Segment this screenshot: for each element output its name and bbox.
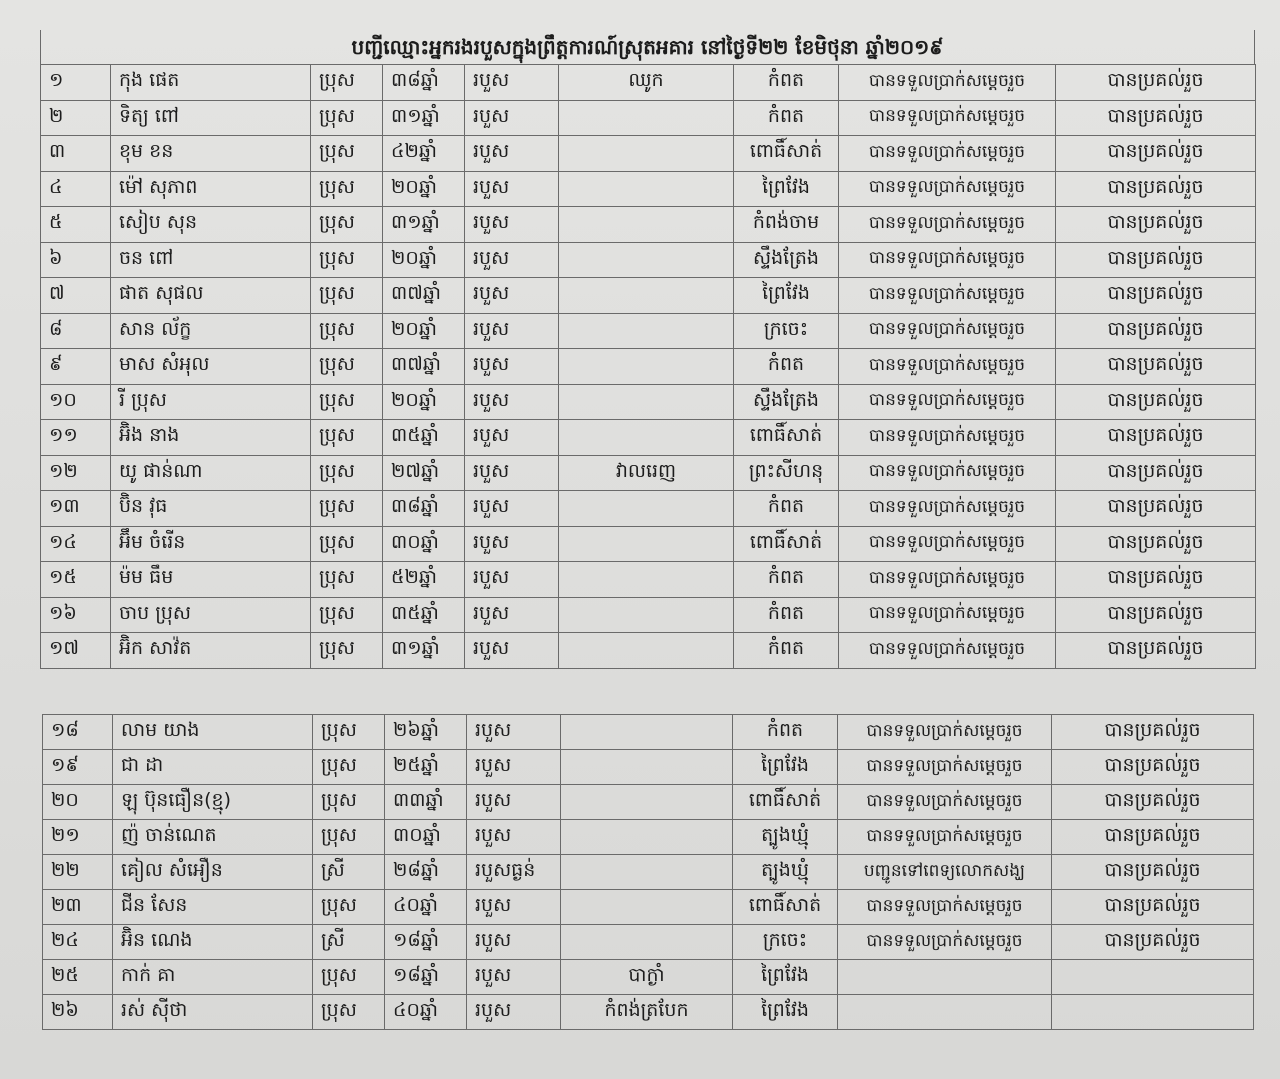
province-cell: កំពត bbox=[734, 562, 839, 598]
age-cell: ៣០ឆ្នាំ bbox=[383, 526, 465, 562]
person-name-cell: ទិត្យ ពៅ bbox=[111, 100, 311, 136]
table-row bbox=[43, 785, 1254, 820]
table-row bbox=[41, 242, 1256, 278]
injury-type-cell: របួសធ្ងន់ bbox=[467, 855, 561, 890]
row-number-cell: ១៦ bbox=[41, 597, 111, 633]
table-row bbox=[41, 633, 1256, 669]
age-cell: ៣១ឆ្នាំ bbox=[383, 207, 465, 243]
table-row bbox=[41, 420, 1256, 456]
table-row bbox=[41, 597, 1256, 633]
province-cell: ស្ទឹងត្រែង bbox=[734, 384, 839, 420]
row-number-cell: ១១ bbox=[41, 420, 111, 456]
person-name-cell: ចន ពៅ bbox=[111, 242, 311, 278]
row-number-cell: ២៦ bbox=[43, 995, 113, 1030]
handover-status-cell: បានប្រគល់រួច bbox=[1056, 207, 1256, 243]
injury-type-cell: របួស bbox=[467, 925, 561, 960]
age-cell: ២០ឆ្នាំ bbox=[383, 384, 465, 420]
province-cell: ក្រចេះ bbox=[734, 313, 839, 349]
sex-cell: ប្រុស bbox=[311, 420, 383, 456]
injury-type-cell: របួស bbox=[465, 384, 559, 420]
province-cell: កំពង់ចាម bbox=[734, 207, 839, 243]
payment-status-cell: បានទទួលប្រាក់សម្តេចរួច bbox=[839, 349, 1056, 385]
person-name-cell: ផាត សុផល bbox=[111, 278, 311, 314]
handover-status-cell: បានប្រគល់រួច bbox=[1052, 890, 1254, 925]
table-row bbox=[41, 526, 1256, 562]
injury-type-cell: របួស bbox=[467, 960, 561, 995]
village-cell bbox=[559, 384, 734, 420]
province-cell: ក្រចេះ bbox=[733, 925, 838, 960]
person-name-cell: ម៉ម ធឹម bbox=[111, 562, 311, 598]
province-cell: កំពត bbox=[734, 491, 839, 527]
sex-cell: ប្រុស bbox=[311, 65, 383, 101]
person-name-cell: ជីន សែន bbox=[113, 890, 313, 925]
row-number-cell: ៥ bbox=[41, 207, 111, 243]
province-cell: ត្បូងឃ្មុំ bbox=[733, 855, 838, 890]
village-cell bbox=[559, 278, 734, 314]
province-cell: ពោធិ៍សាត់ bbox=[733, 785, 838, 820]
age-cell: ២០ឆ្នាំ bbox=[383, 313, 465, 349]
province-cell: កំពត bbox=[733, 715, 838, 750]
village-cell: កំពង់ត្របែក bbox=[561, 995, 733, 1030]
payment-status-cell: បានទទួលប្រាក់សម្តេចរួច bbox=[839, 313, 1056, 349]
age-cell: ៣៧ឆ្នាំ bbox=[383, 278, 465, 314]
injury-type-cell: របួស bbox=[465, 420, 559, 456]
age-cell: ២០ឆ្នាំ bbox=[383, 242, 465, 278]
village-cell bbox=[559, 526, 734, 562]
sex-cell: ប្រុស bbox=[311, 207, 383, 243]
table-row bbox=[43, 820, 1254, 855]
table-row bbox=[43, 960, 1254, 995]
village-cell bbox=[561, 715, 733, 750]
village-cell bbox=[559, 136, 734, 172]
row-number-cell: ១៨ bbox=[43, 715, 113, 750]
payment-status-cell: បានទទួលប្រាក់សម្តេចរួច bbox=[839, 420, 1056, 456]
village-cell bbox=[559, 207, 734, 243]
age-cell: ១៨ឆ្នាំ bbox=[385, 925, 467, 960]
handover-status-cell bbox=[1052, 960, 1254, 995]
row-number-cell: ២២ bbox=[43, 855, 113, 890]
row-number-cell: ៩ bbox=[41, 349, 111, 385]
row-number-cell: ៧ bbox=[41, 278, 111, 314]
sex-cell: ប្រុស bbox=[311, 597, 383, 633]
age-cell: ២០ឆ្នាំ bbox=[383, 171, 465, 207]
payment-status-cell: បានទទួលប្រាក់សម្តេចរួច bbox=[839, 526, 1056, 562]
person-name-cell: អ៊ឹម ចំរើន bbox=[111, 526, 311, 562]
payment-status-cell: បានទទួលប្រាក់សម្តេចរួច bbox=[839, 491, 1056, 527]
person-name-cell: កាក់ គា bbox=[113, 960, 313, 995]
sex-cell: ប្រុស bbox=[311, 313, 383, 349]
sex-cell: ប្រុស bbox=[313, 785, 385, 820]
village-cell bbox=[561, 750, 733, 785]
age-cell: ៤០ឆ្នាំ bbox=[385, 890, 467, 925]
person-name-cell: ជា ដា bbox=[113, 750, 313, 785]
handover-status-cell: បានប្រគល់រួច bbox=[1052, 925, 1254, 960]
handover-status-cell: បានប្រគល់រួច bbox=[1052, 855, 1254, 890]
row-number-cell: ២០ bbox=[43, 785, 113, 820]
age-cell: ៣៣ឆ្នាំ bbox=[385, 785, 467, 820]
injury-type-cell: របួស bbox=[465, 526, 559, 562]
sex-cell: ប្រុស bbox=[311, 349, 383, 385]
table-row bbox=[41, 171, 1256, 207]
age-cell: ៣០ឆ្នាំ bbox=[385, 820, 467, 855]
sex-cell: ប្រុស bbox=[311, 526, 383, 562]
person-name-cell: រី ប្រុស bbox=[111, 384, 311, 420]
province-cell: ត្បូងឃ្មុំ bbox=[733, 820, 838, 855]
sex-cell: ប្រុស bbox=[311, 562, 383, 598]
payment-status-cell: បានទទួលប្រាក់សម្តេចរួច bbox=[839, 455, 1056, 491]
payment-status-cell: បានទទួលប្រាក់សម្តេចរួច bbox=[838, 715, 1052, 750]
document-title: បញ្ជីឈ្មោះអ្នករងរបួសក្នុងព្រឹត្តការណ៍ស្រុតអគារ នៅថ្ងៃទី២២ ខែមិថុនា ឆ្នាំ២០១៩ bbox=[40, 30, 1255, 64]
province-cell: កំពត bbox=[734, 100, 839, 136]
table-row bbox=[43, 855, 1254, 890]
payment-status-cell: បានទទួលប្រាក់សម្តេចរួច bbox=[838, 890, 1052, 925]
injury-type-cell: របួស bbox=[465, 313, 559, 349]
table-row bbox=[41, 455, 1256, 491]
village-cell bbox=[561, 925, 733, 960]
age-cell: ៣៨ឆ្នាំ bbox=[383, 65, 465, 101]
age-cell: ១៨ឆ្នាំ bbox=[385, 960, 467, 995]
province-cell: ស្ទឹងត្រែង bbox=[734, 242, 839, 278]
person-name-cell: ប៊ិន វុធ bbox=[111, 491, 311, 527]
person-name-cell: យូ ផាន់ណា bbox=[111, 455, 311, 491]
sex-cell: ប្រុស bbox=[311, 136, 383, 172]
age-cell: ២៧ឆ្នាំ bbox=[383, 455, 465, 491]
handover-status-cell: បានប្រគល់រួច bbox=[1056, 562, 1256, 598]
sex-cell: ប្រុស bbox=[313, 750, 385, 785]
age-cell: ២៥ឆ្នាំ bbox=[385, 750, 467, 785]
handover-status-cell: បានប្រគល់រួច bbox=[1056, 171, 1256, 207]
injury-type-cell: របួស bbox=[467, 785, 561, 820]
row-number-cell: ២ bbox=[41, 100, 111, 136]
village-cell: បាក្ងាំ bbox=[561, 960, 733, 995]
handover-status-cell: បានប្រគល់រួច bbox=[1056, 349, 1256, 385]
row-number-cell: ១៩ bbox=[43, 750, 113, 785]
table-row bbox=[43, 995, 1254, 1030]
province-cell: កំពត bbox=[734, 633, 839, 669]
row-number-cell: ១៧ bbox=[41, 633, 111, 669]
table-row bbox=[41, 100, 1256, 136]
injury-type-cell: របួស bbox=[465, 597, 559, 633]
village-cell bbox=[561, 785, 733, 820]
table-row bbox=[41, 65, 1256, 101]
row-number-cell: ៤ bbox=[41, 171, 111, 207]
payment-status-cell: បានទទួលប្រាក់សម្តេចរួច bbox=[838, 785, 1052, 820]
age-cell: ៣១ឆ្នាំ bbox=[383, 100, 465, 136]
injury-type-cell: របួស bbox=[465, 633, 559, 669]
province-cell: កំពត bbox=[734, 349, 839, 385]
payment-status-cell: បានទទួលប្រាក់សម្តេចរួច bbox=[839, 65, 1056, 101]
age-cell: ៣១ឆ្នាំ bbox=[383, 633, 465, 669]
person-name-cell: មាស សំអុល bbox=[111, 349, 311, 385]
handover-status-cell: បានប្រគល់រួច bbox=[1056, 65, 1256, 101]
province-cell: ព្រៃវែង bbox=[734, 278, 839, 314]
row-number-cell: ២៣ bbox=[43, 890, 113, 925]
person-name-cell: សាន ល័ក្ខ bbox=[111, 313, 311, 349]
person-name-cell: សៀប សុន bbox=[111, 207, 311, 243]
table-row bbox=[41, 491, 1256, 527]
handover-status-cell: បានប្រគល់រួច bbox=[1056, 100, 1256, 136]
province-cell: ព្រៃវែង bbox=[733, 750, 838, 785]
province-cell: ព្រៃវែង bbox=[734, 171, 839, 207]
injury-type-cell: របួស bbox=[465, 242, 559, 278]
table-row bbox=[41, 384, 1256, 420]
row-number-cell: ៦ bbox=[41, 242, 111, 278]
injury-type-cell: របួស bbox=[467, 820, 561, 855]
village-cell bbox=[561, 890, 733, 925]
person-name-cell: អ៊ិក សាវ៉ត bbox=[111, 633, 311, 669]
payment-status-cell: បានទទួលប្រាក់សម្តេចរួច bbox=[839, 207, 1056, 243]
province-cell: ពោធិ៍សាត់ bbox=[734, 526, 839, 562]
table-row bbox=[43, 715, 1254, 750]
table-row bbox=[43, 925, 1254, 960]
payment-status-cell: បានទទួលប្រាក់សម្តេចរួច bbox=[839, 384, 1056, 420]
age-cell: ៣៥ឆ្នាំ bbox=[383, 420, 465, 456]
sex-cell: ប្រុស bbox=[313, 995, 385, 1030]
sex-cell: ស្រី bbox=[313, 855, 385, 890]
province-cell: ពោធិ៍សាត់ bbox=[734, 420, 839, 456]
payment-status-cell: បានទទួលប្រាក់សម្តេចរួច bbox=[838, 750, 1052, 785]
table-row bbox=[43, 750, 1254, 785]
village-cell: ឈូក bbox=[559, 65, 734, 101]
age-cell: ៣៧ឆ្នាំ bbox=[383, 349, 465, 385]
province-cell: ព្រៃវែង bbox=[733, 995, 838, 1030]
injury-type-cell: របួស bbox=[465, 136, 559, 172]
province-cell: ព្រៃវែង bbox=[733, 960, 838, 995]
person-name-cell: ម៉ៅ សុភាព bbox=[111, 171, 311, 207]
injury-type-cell: របួស bbox=[467, 715, 561, 750]
payment-status-cell: បានទទួលប្រាក់សម្តេចរួច bbox=[838, 820, 1052, 855]
village-cell bbox=[559, 100, 734, 136]
row-number-cell: ២៤ bbox=[43, 925, 113, 960]
village-cell: វាលរេញ bbox=[559, 455, 734, 491]
handover-status-cell: បានប្រគល់រួច bbox=[1056, 242, 1256, 278]
village-cell bbox=[559, 562, 734, 598]
row-number-cell: ៨ bbox=[41, 313, 111, 349]
handover-status-cell: បានប្រគល់រួច bbox=[1052, 785, 1254, 820]
sex-cell: ប្រុស bbox=[311, 278, 383, 314]
row-number-cell: ១០ bbox=[41, 384, 111, 420]
person-name-cell: ចាប ប្រុស bbox=[111, 597, 311, 633]
payment-status-cell: បានទទួលប្រាក់សម្តេចរួច bbox=[839, 597, 1056, 633]
payment-status-cell bbox=[838, 960, 1052, 995]
sex-cell: ប្រុស bbox=[313, 715, 385, 750]
payment-status-cell: បានទទួលប្រាក់សម្តេចរួច bbox=[839, 171, 1056, 207]
sex-cell: ស្រី bbox=[313, 925, 385, 960]
age-cell: ២៦ឆ្នាំ bbox=[385, 715, 467, 750]
handover-status-cell: បានប្រគល់រួច bbox=[1056, 491, 1256, 527]
sex-cell: ប្រុស bbox=[311, 242, 383, 278]
injury-type-cell: របួស bbox=[465, 100, 559, 136]
injury-type-cell: របួស bbox=[465, 278, 559, 314]
age-cell: ៣៥ឆ្នាំ bbox=[383, 597, 465, 633]
row-number-cell: ២១ bbox=[43, 820, 113, 855]
handover-status-cell: បានប្រគល់រួច bbox=[1056, 278, 1256, 314]
payment-status-cell: បានទទួលប្រាក់សម្តេចរួច bbox=[839, 278, 1056, 314]
person-name-cell: លាម យាង bbox=[113, 715, 313, 750]
handover-status-cell: បានប្រគល់រួច bbox=[1056, 313, 1256, 349]
injury-type-cell: របួស bbox=[465, 65, 559, 101]
injury-type-cell: របួស bbox=[465, 455, 559, 491]
handover-status-cell: បានប្រគល់រួច bbox=[1056, 136, 1256, 172]
sex-cell: ប្រុស bbox=[313, 890, 385, 925]
age-cell: ៤២ឆ្នាំ bbox=[383, 136, 465, 172]
table-row bbox=[41, 207, 1256, 243]
injury-list-table-1 bbox=[40, 64, 1256, 669]
person-name-cell: អ៊ិង នាង bbox=[111, 420, 311, 456]
injury-type-cell: របួស bbox=[465, 349, 559, 385]
person-name-cell: អ៊ិន ណេង bbox=[113, 925, 313, 960]
payment-status-cell: បានទទួលប្រាក់សម្តេចរួច bbox=[839, 242, 1056, 278]
table-row bbox=[41, 278, 1256, 314]
table-row bbox=[41, 136, 1256, 172]
age-cell: ៥២ឆ្នាំ bbox=[383, 562, 465, 598]
handover-status-cell: បានប្រគល់រួច bbox=[1056, 384, 1256, 420]
village-cell bbox=[559, 633, 734, 669]
handover-status-cell: បានប្រគល់រួច bbox=[1056, 420, 1256, 456]
person-name-cell: រស់ ស៊ីថា bbox=[113, 995, 313, 1030]
handover-status-cell: បានប្រគល់រួច bbox=[1056, 597, 1256, 633]
table-row bbox=[41, 313, 1256, 349]
village-cell bbox=[561, 820, 733, 855]
injury-type-cell: របួស bbox=[465, 207, 559, 243]
person-name-cell: ញ៉ ចាន់ណេត bbox=[113, 820, 313, 855]
village-cell bbox=[559, 420, 734, 456]
injury-type-cell: របួស bbox=[465, 491, 559, 527]
payment-status-cell: បានទទួលប្រាក់សម្តេចរួច bbox=[838, 925, 1052, 960]
injury-type-cell: របួស bbox=[467, 995, 561, 1030]
row-number-cell: ១៤ bbox=[41, 526, 111, 562]
sex-cell: ប្រុស bbox=[311, 100, 383, 136]
sex-cell: ប្រុស bbox=[311, 171, 383, 207]
age-cell: ២៨ឆ្នាំ bbox=[385, 855, 467, 890]
sex-cell: ប្រុស bbox=[311, 455, 383, 491]
sex-cell: ប្រុស bbox=[313, 960, 385, 995]
handover-status-cell: បានប្រគល់រួច bbox=[1052, 750, 1254, 785]
injury-list-table-2 bbox=[42, 714, 1254, 1030]
row-number-cell: ២៥ bbox=[43, 960, 113, 995]
handover-status-cell: បានប្រគល់រួច bbox=[1052, 820, 1254, 855]
payment-status-cell: បានទទួលប្រាក់សម្តេចរួច bbox=[839, 136, 1056, 172]
person-name-cell: គៀល សំអឿន bbox=[113, 855, 313, 890]
sex-cell: ប្រុស bbox=[313, 820, 385, 855]
injury-type-cell: របួស bbox=[467, 750, 561, 785]
village-cell bbox=[559, 349, 734, 385]
table-row bbox=[41, 349, 1256, 385]
province-cell: ព្រះសីហនុ bbox=[734, 455, 839, 491]
injury-type-cell: របួស bbox=[465, 171, 559, 207]
village-cell bbox=[559, 171, 734, 207]
handover-status-cell: បានប្រគល់រួច bbox=[1056, 526, 1256, 562]
payment-status-cell: បញ្ជូនទៅពេទ្យលោកសង្ឃ bbox=[838, 855, 1052, 890]
payment-status-cell: បានទទួលប្រាក់សម្តេចរួច bbox=[839, 100, 1056, 136]
payment-status-cell: បានទទួលប្រាក់សម្តេចរួច bbox=[839, 562, 1056, 598]
sex-cell: ប្រុស bbox=[311, 633, 383, 669]
province-cell: កំពត bbox=[734, 65, 839, 101]
village-cell bbox=[559, 491, 734, 527]
village-cell bbox=[559, 313, 734, 349]
handover-status-cell: បានប្រគល់រួច bbox=[1056, 455, 1256, 491]
province-cell: កំពត bbox=[734, 597, 839, 633]
province-cell: ពោធិ៍សាត់ bbox=[733, 890, 838, 925]
sex-cell: ប្រុស bbox=[311, 491, 383, 527]
injury-type-cell: របួស bbox=[465, 562, 559, 598]
payment-status-cell bbox=[838, 995, 1052, 1030]
handover-status-cell bbox=[1052, 995, 1254, 1030]
handover-status-cell: បានប្រគល់រួច bbox=[1052, 715, 1254, 750]
row-number-cell: ១ bbox=[41, 65, 111, 101]
village-cell bbox=[559, 242, 734, 278]
table-row bbox=[41, 562, 1256, 598]
row-number-cell: ១២ bbox=[41, 455, 111, 491]
age-cell: ៤០ឆ្នាំ bbox=[385, 995, 467, 1030]
row-number-cell: ១៥ bbox=[41, 562, 111, 598]
handover-status-cell: បានប្រគល់រួច bbox=[1056, 633, 1256, 669]
province-cell: ពោធិ៍សាត់ bbox=[734, 136, 839, 172]
person-name-cell: កុង ផេត bbox=[111, 65, 311, 101]
sex-cell: ប្រុស bbox=[311, 384, 383, 420]
row-number-cell: ១៣ bbox=[41, 491, 111, 527]
person-name-cell: ឡុ ប៊ុនធឿន(ខ្មុ) bbox=[113, 785, 313, 820]
village-cell bbox=[559, 597, 734, 633]
person-name-cell: ខុម ខន bbox=[111, 136, 311, 172]
village-cell bbox=[561, 855, 733, 890]
table-row bbox=[43, 890, 1254, 925]
row-number-cell: ៣ bbox=[41, 136, 111, 172]
payment-status-cell: បានទទួលប្រាក់សម្តេចរួច bbox=[839, 633, 1056, 669]
injury-type-cell: របួស bbox=[467, 890, 561, 925]
age-cell: ៣៨ឆ្នាំ bbox=[383, 491, 465, 527]
